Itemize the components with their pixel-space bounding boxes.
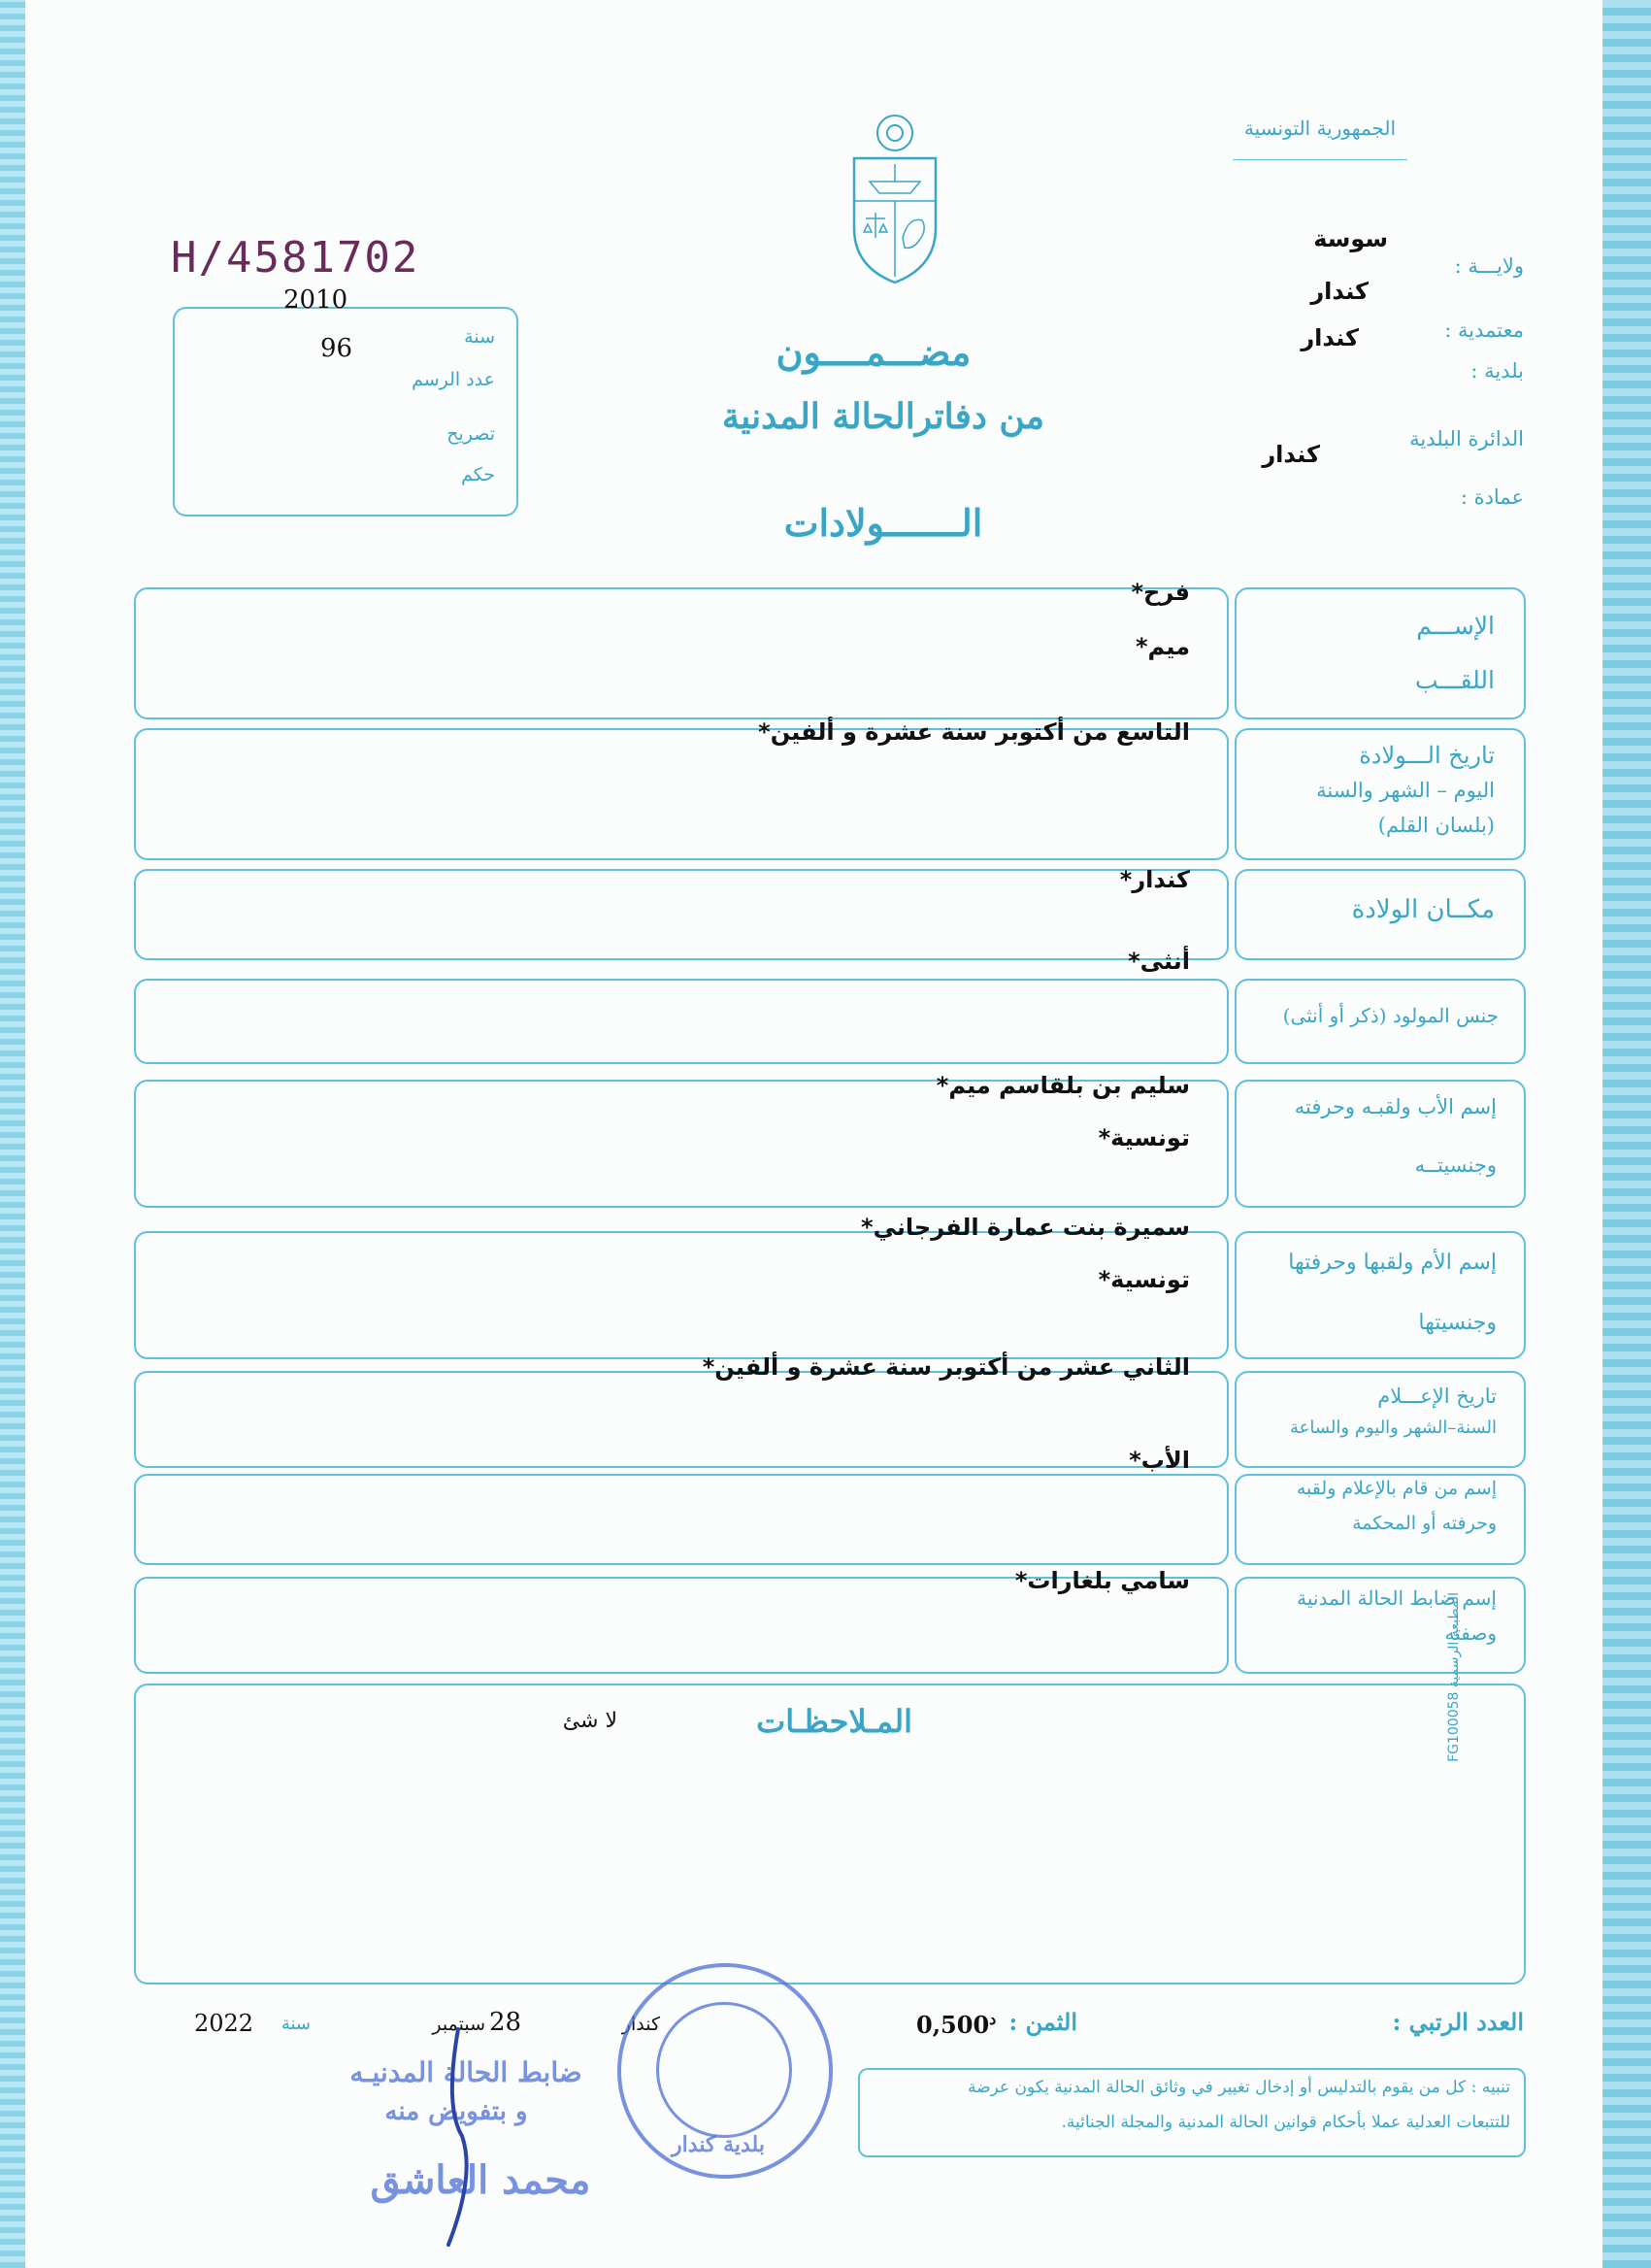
field-row-name-label-box bbox=[1235, 587, 1526, 719]
field-declarant-sublabel: وحرفته أو المحكمة bbox=[1352, 1513, 1497, 1534]
field-declarant-label: إسم من قام بالإعلام ولقبه bbox=[1296, 1478, 1497, 1499]
field-father-label: إسم الأب ولقبـه وحرفته bbox=[1294, 1095, 1497, 1118]
register-act-value: 96 bbox=[320, 334, 353, 363]
mootamadia-label: معتمدية : bbox=[1444, 318, 1524, 342]
republic-label: الجمهورية التونسية bbox=[1243, 117, 1397, 140]
warning-line-1: تنبيه : كل من يقوم بالتدليس أو إدخال تغيير في وثائق الحالة المدنية يكون عرضة bbox=[968, 2078, 1510, 2097]
signature-title: ضابط الحالة المدنيـه bbox=[349, 2056, 582, 2088]
register-year-value: 2010 bbox=[283, 285, 348, 315]
field-declaration-value: الثاني عشر من أكتوبر سنة عشرة و ألفين* bbox=[702, 1353, 1190, 1381]
register-year-label: سنة bbox=[464, 326, 495, 348]
field-gender-label: جنس المولود (ذكر أو أنثى) bbox=[1282, 1004, 1499, 1027]
field-surname-value: ميم* bbox=[1135, 633, 1190, 660]
field-officer-label: إسم ضابط الحالة المدنية bbox=[1297, 1586, 1497, 1610]
republic-underline bbox=[1233, 159, 1407, 160]
stamp-text: بلدية كندار bbox=[672, 2132, 765, 2157]
warning-line-2: للتتبعات العدلية عملا بأحكام قوانين الحالة المدنية والمجلة الجنائية. bbox=[1061, 2113, 1510, 2132]
field-gender-value: أنثى* bbox=[1128, 948, 1190, 975]
field-birthdate-label: تاريخ الـــولادة bbox=[1359, 742, 1495, 769]
security-border-left bbox=[0, 0, 25, 2268]
field-birthdate-note: (بلسان القلم) bbox=[1377, 814, 1495, 837]
field-officer-sublabel: وصفته bbox=[1444, 1621, 1497, 1645]
field-mother-label: إسم الأم ولقبها وحرفتها bbox=[1288, 1251, 1497, 1275]
field-officer-value: سامي بلغارات* bbox=[1014, 1567, 1190, 1594]
field-row-declarant-value-box bbox=[134, 1474, 1229, 1565]
price-value bbox=[916, 2010, 996, 2039]
mootamadia-value: كندار bbox=[1310, 278, 1369, 305]
register-judgment-label: حكم bbox=[461, 464, 495, 485]
footer-day: 28 bbox=[489, 2008, 522, 2037]
field-surname-label: اللقـــب bbox=[1414, 666, 1495, 694]
security-border-right bbox=[1602, 0, 1651, 2268]
wilaya-label: ولايـــة : bbox=[1454, 254, 1524, 278]
handwritten-signature-stroke bbox=[427, 2019, 485, 2252]
ordinal-number-label: العدد الرتبي : bbox=[1392, 2008, 1524, 2036]
field-father-nationality-label: وجنسيتــه bbox=[1414, 1153, 1497, 1177]
wilaya-value: سوسة bbox=[1313, 225, 1388, 252]
printer-mark: المطبعة الرسمية FG100058 bbox=[1446, 1592, 1462, 1762]
footer-month: سبتمبر bbox=[432, 2014, 485, 2035]
field-birthplace-label: مكــان الولادة bbox=[1351, 895, 1495, 924]
daira-label: الدائرة البلدية bbox=[1409, 427, 1524, 450]
price-label: الثمن : bbox=[1008, 2008, 1077, 2036]
register-declaration-label: تصريح bbox=[446, 423, 495, 445]
register-act-label: عدد الرسم bbox=[412, 369, 495, 390]
field-birthdate-value: التاسع من أكتوبر سنة عشرة و ألفين* bbox=[758, 718, 1190, 746]
serial-number: H/4581702 bbox=[171, 233, 420, 283]
remarks-label: المـلاحظـات bbox=[756, 1703, 912, 1740]
title-civil-registers: من دفاترالحالة المدنية bbox=[721, 396, 1045, 437]
field-declarant-value: الأب* bbox=[1129, 1447, 1190, 1474]
field-row-birthdate-value-box bbox=[134, 728, 1229, 860]
field-name-label: الإســـم bbox=[1416, 612, 1495, 640]
field-mother-value: سميرة بنت عمارة الفرجاني* bbox=[861, 1214, 1190, 1241]
footer-year: 2022 bbox=[194, 2010, 254, 2037]
field-name-value: فرح* bbox=[1131, 579, 1190, 606]
baladia-label: بلدية : bbox=[1470, 359, 1524, 383]
title-mudmun: مضـــمــــون bbox=[776, 330, 972, 374]
price-amount: 0,500 bbox=[916, 2011, 990, 2039]
footer-year-label: سنة bbox=[281, 2014, 311, 2034]
remarks-value: لا شئ bbox=[562, 1709, 617, 1733]
field-mother-nationality-value: تونسية* bbox=[1098, 1266, 1190, 1293]
field-declaration-label: تاريخ الإعـــلام bbox=[1377, 1384, 1497, 1408]
footer-place: كندار bbox=[621, 2014, 660, 2035]
baladia-value: كندار bbox=[1301, 324, 1359, 351]
field-father-nationality-value: تونسية* bbox=[1098, 1124, 1190, 1151]
title-births: الـــــــولادات bbox=[783, 501, 983, 545]
field-birthplace-value: كندار* bbox=[1119, 866, 1190, 893]
field-row-gender-value-box bbox=[134, 979, 1229, 1064]
coat-of-arms-emblem bbox=[841, 112, 949, 286]
signature-delegation: و بتفويض منه bbox=[384, 2097, 528, 2126]
signature-name: محمد العاشق bbox=[370, 2157, 591, 2203]
field-birthdate-sublabel: اليوم – الشهر والسنة bbox=[1316, 779, 1495, 802]
daira-value: كندار bbox=[1262, 441, 1320, 468]
price-unit: د bbox=[989, 2010, 997, 2028]
field-mother-nationality-label: وجنسيتها bbox=[1418, 1311, 1497, 1335]
imada-label: عمادة : bbox=[1460, 485, 1524, 509]
field-declaration-sublabel: السنة–الشهر واليوم والساعة bbox=[1289, 1418, 1497, 1438]
field-row-mother-value-box bbox=[134, 1231, 1229, 1359]
field-father-value: سليم بن بلقاسم ميم* bbox=[936, 1072, 1190, 1099]
